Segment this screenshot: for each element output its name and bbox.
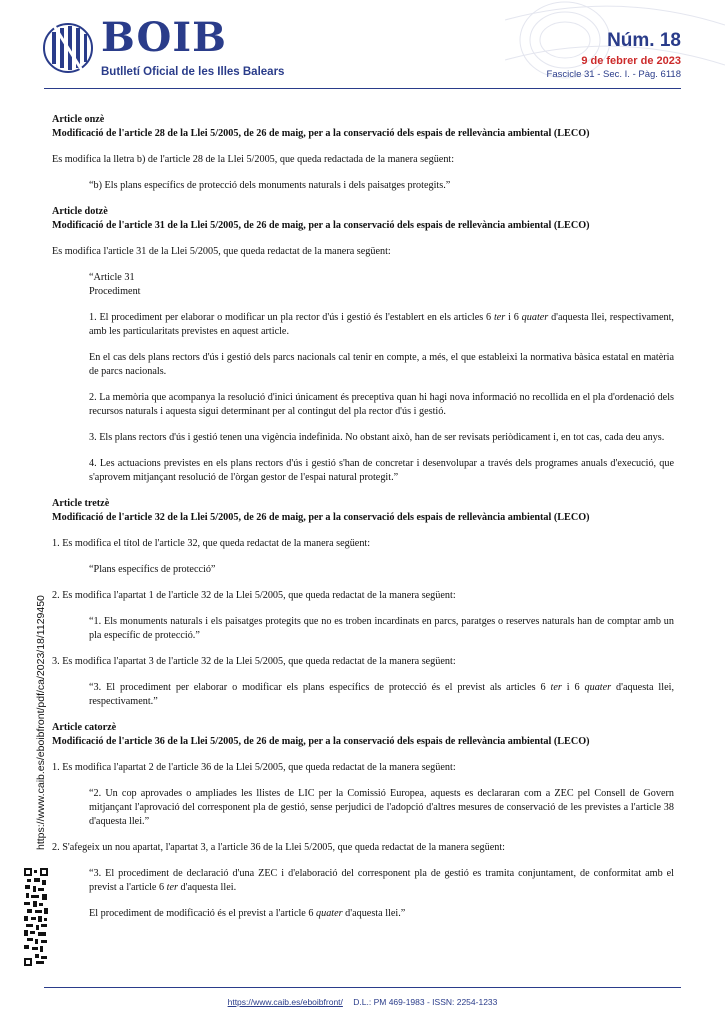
text-run: El procediment de modificació és el previst a l'article 6 — [89, 908, 317, 919]
paragraph: Es modifica la lletra b) de l'article 28 de la Llei 5/2005, que queda redactada de la manera següent: — [52, 154, 455, 165]
boib-emblem-icon — [43, 18, 93, 78]
text-run: i 6 — [505, 312, 522, 323]
paragraph: 2. S'afegeix un nou apartat, l'apartat 3, a l'article 36 de la Llei 5/2005, que queda redactat de la manera següent: — [52, 842, 506, 853]
italic-run: quater — [584, 682, 612, 693]
quoted-paragraph — [89, 311, 674, 339]
header-divider — [44, 88, 681, 89]
article-title: Article onzè — [52, 114, 105, 125]
italic-run: ter — [493, 312, 506, 323]
paragraph: 2. Es modifica l'apartat 1 de l'article 32 de la Llei 5/2005, que queda redactat de la manera següent: — [52, 590, 456, 601]
article-heading: Modificació de l'article 32 de la Llei 5/2005, de 26 de maig, per a la conservació dels espais de rellevància ambiental (LECO) — [52, 512, 590, 523]
quoted-paragraph: En el cas dels plans rectors d'ús i gestió dels parcs nacionals cal tenir en compte, a més, el que estableixi la normativa bàsica estatal en matèria de parcs nacionals. — [89, 352, 674, 377]
document-url-text[interactable]: https://www.caib.es/eboibfront/pdf/ca/2023/18/1129450 — [35, 595, 47, 850]
paragraph: 1. Es modifica el títol de l'article 32, que queda redactat de la manera següent: — [52, 538, 371, 549]
paragraph: 1. Es modifica l'apartat 2 de l'article 36 de la Llei 5/2005, que queda redactat de la manera següent: — [52, 762, 456, 773]
italic-run: quater — [521, 312, 549, 323]
text-run: d'aquesta llei, respectivament, amb les particularitats previstes en aquest article. — [89, 312, 674, 337]
quoted-paragraph — [89, 907, 674, 921]
page-header — [0, 0, 725, 100]
article-heading: Modificació de l'article 31 de la Llei 5/2005, de 26 de maig, per a la conservació dels espais de rellevància ambiental (LECO) — [52, 220, 590, 231]
issue-date: 9 de febrer de 2023 — [581, 55, 681, 67]
article-12 — [52, 205, 674, 233]
quoted-paragraph — [89, 681, 674, 709]
quoted-title-line: “Article 31 — [89, 272, 135, 283]
text-run: “3. El procediment per elaborar o modificar els plans específics de protecció és el previst als articles 6 — [89, 682, 551, 693]
article-title: Article dotzè — [52, 206, 108, 217]
footer-link[interactable]: https://www.caib.es/eboibfront/ — [227, 997, 343, 1007]
quoted-paragraph — [89, 867, 674, 895]
text-run: d'aquesta llei, respectivament.” — [89, 682, 674, 707]
quoted-paragraph: “Plans específics de protecció” — [89, 564, 216, 575]
article-13 — [52, 497, 674, 525]
document-body — [52, 113, 674, 933]
article-heading: Modificació de l'article 28 de la Llei 5/2005, de 26 de maig, per a la conservació dels espais de rellevància ambiental (LECO) — [52, 128, 590, 139]
footer-legal: D.L.: PM 469-1983 - ISSN: 2254-1233 — [353, 997, 498, 1007]
quoted-paragraph: 3. Els plans rectors d'ús i gestió tenen una vigència indefinida. No obstant això, han de ser revisats periòdicament i, en tot cas, cada deu anys. — [89, 432, 665, 443]
quoted-title-line: Procediment — [89, 286, 141, 297]
logo-title: BOIB — [101, 14, 227, 61]
italic-run: quater — [316, 908, 343, 919]
quoted-paragraph: “b) Els plans específics de protecció dels monuments naturals i dels paisatges protegits.” — [89, 180, 451, 191]
qr-code-icon — [24, 868, 48, 966]
footer-divider — [44, 987, 681, 988]
quoted-paragraph: “2. Un cop aprovades o ampliades les llistes de LIC per la Comissió Europea, aquests es declararan com a ZEC pel Consell de Govern mitjançant l'aprovació del corresponent pla de gestió, sense perjudici de l'adopció d'altres mesures de conservació de les previstes a l'article 38 d'aquesta llei.” — [89, 788, 674, 827]
quoted-paragraph: 2. La memòria que acompanya la resolució d'inici únicament és preceptiva quan hi hagi nova informació no recollida en el pla d'ordenació dels recursos naturals i aquesta sigui determinant per al contingut del pla rector d'ús i gestió. — [89, 392, 674, 417]
side-document-url[interactable] — [25, 552, 45, 850]
fascicle-info: Fascicle 31 - Sec. I. - Pàg. 6118 — [546, 69, 681, 80]
italic-run: ter — [166, 882, 178, 893]
article-title: Article catorzè — [52, 722, 117, 733]
article-heading: Modificació de l'article 36 de la Llei 5/2005, de 26 de maig, per a la conservació dels espais de rellevància ambiental (LECO) — [52, 736, 590, 747]
text-run: d'aquesta llei. — [177, 882, 237, 893]
quoted-paragraph: 4. Les actuacions previstes en els plans rectors d'ús i gestió s'han de concretar i desenvolupar a través dels programes anuals d'execució, que s'aprovem mitjançant resolució de l'òrgan gestor de l'espai natural protegit.” — [89, 458, 674, 483]
text-run: “3. El procediment de declaració d'una ZEC i d'elaboració del corresponent pla de gestió es tramita conjuntament, de conformitat amb el previst a l'article 6 — [89, 868, 674, 893]
paragraph: Es modifica l'article 31 de la Llei 5/2005, que queda redactat de la manera següent: — [52, 246, 391, 257]
issue-number: Núm. 18 — [607, 30, 681, 51]
article-title: Article tretzè — [52, 498, 110, 509]
quoted-paragraph: “1. Els monuments naturals i els paisatges protegits que no es troben incardinats en parcs, paratges o reserves naturals han de comptar amb un pla específic de protecció.” — [89, 616, 674, 641]
page-footer — [0, 997, 725, 1007]
text-run: d'aquesta llei.” — [342, 908, 406, 919]
paragraph: 3. Es modifica l'apartat 3 de l'article 32 de la Llei 5/2005, que queda redactat de la manera següent: — [52, 656, 456, 667]
italic-run: ter — [550, 682, 562, 693]
article-11 — [52, 113, 674, 141]
text-run: i 6 — [561, 682, 585, 693]
text-run: 1. El procediment per elaborar o modificar un pla rector d'ús i gestió és l'establert en els articles 6 — [89, 312, 494, 323]
logo-subtitle: Butlletí Oficial de les Illes Balears — [101, 66, 285, 78]
article-14 — [52, 721, 674, 749]
